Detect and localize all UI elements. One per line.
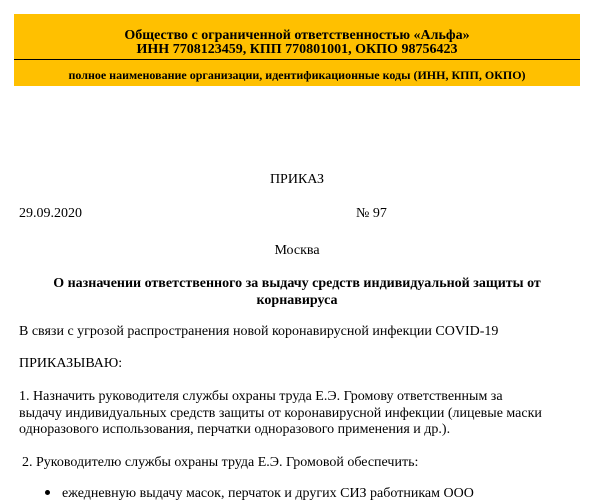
document-subject (14, 275, 580, 309)
intro-paragraph: В связи с угрозой распространения новой коронавирусной инфекции COVID-19 (19, 324, 499, 339)
subject-line: О назначении ответственного за выдачу средств индивидуальной защиты от (53, 276, 541, 291)
document-city: Москва (274, 243, 320, 258)
item-line: одноразового использования, перчатки одноразового применения и др.). (19, 422, 451, 437)
header-caption: полное наименование организации, идентификационные коды (ИНН, КПП, ОКПО) (68, 68, 526, 82)
header-divider (14, 59, 580, 60)
document-title: ПРИКАЗ (269, 172, 325, 187)
subject-line: корнавируса (256, 293, 338, 308)
item-line: 1. Назначить руководителя службы охраны труда Е.Э. Громову ответственным за (19, 389, 503, 404)
order-item-2: 2. Руководителю службы охраны труда Е.Э. Громовой обеспечить: (22, 455, 419, 470)
item-line: выдачу индивидуальных средств защиты от коронавирусной инфекции (лицевые маски (19, 405, 542, 421)
organization-header-band (14, 14, 580, 86)
organization-codes: ИНН 7708123459, КПП 770801001, ОКПО 98756423 (136, 42, 458, 57)
document-number: № 97 (356, 206, 387, 221)
order-word: ПРИКАЗЫВАЮ: (19, 356, 123, 371)
organization-name: Общество с ограниченной ответственностью «Альфа» (124, 28, 470, 43)
order-item-1 (19, 389, 542, 439)
bullet-text: ежедневную выдачу масок, перчаток и других СИЗ работникам ООО (62, 486, 474, 501)
document-date: 29.09.2020 (19, 206, 82, 221)
bullet-dot-icon (45, 490, 50, 495)
